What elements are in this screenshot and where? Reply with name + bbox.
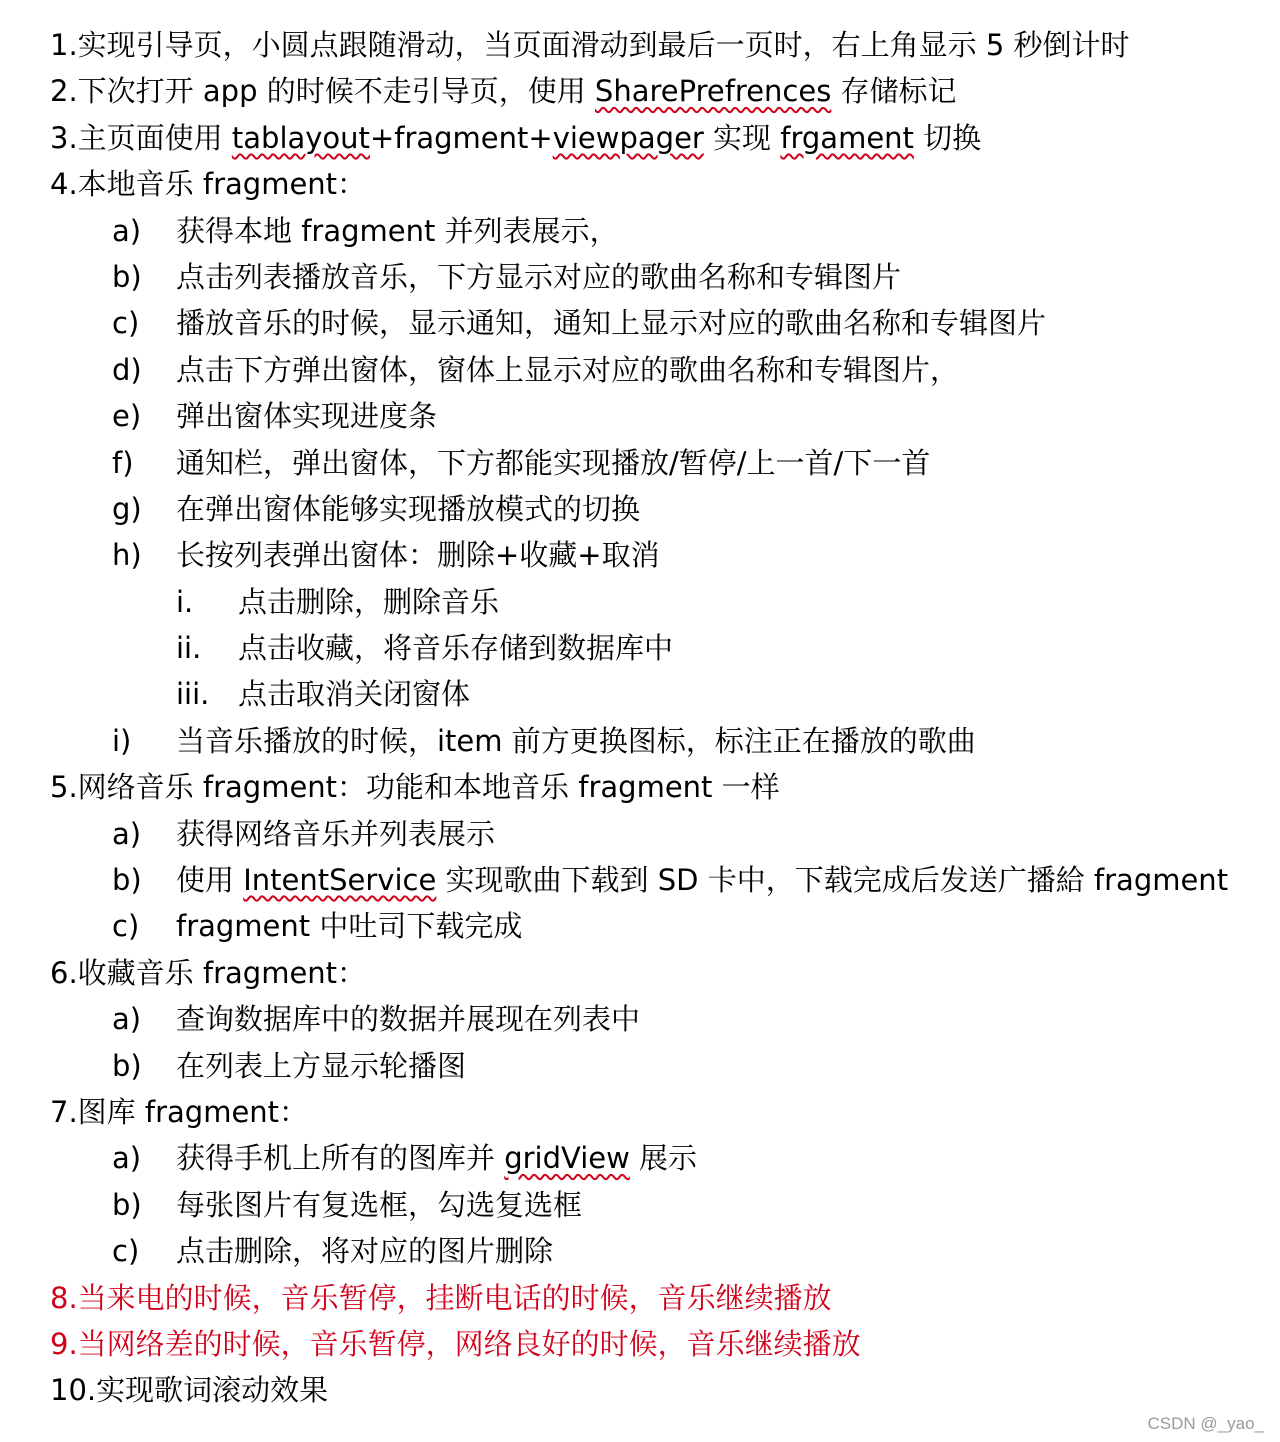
line-text: 通知栏，弹出窗体，下方都能实现播放/暂停/上一首/下一首 [176,445,931,480]
list-marker: c) [112,306,140,341]
line-text: 10.实现歌词滚动效果 [50,1373,329,1408]
list-item [0,903,1280,949]
heading-line [0,1275,1280,1321]
list-marker: a) [112,213,142,248]
line-text: 播放音乐的时候，显示通知，通知上显示对应的歌曲名称和专辑图片 [176,306,1047,341]
heading-line [0,1367,1280,1413]
list-marker: a) [112,1141,142,1176]
list-item [0,486,1280,532]
spellcheck-word: gridView [504,1141,630,1176]
spellcheck-word: SharePrefrences [594,74,832,109]
list-item [0,254,1280,300]
text-run: 存储标记 [831,74,957,109]
document-body [0,22,1280,1414]
heading-line [0,764,1280,810]
line-text [50,74,957,108]
line-text: 点击取消关闭窗体 [238,677,471,712]
list-marker: c) [112,909,140,944]
heading-line [0,68,1280,114]
text-run: 实现歌曲下载到 SD 卡中，下载完成后发送广播給 fragment [436,863,1229,898]
line-text: 7.图库 fragment： [50,1094,309,1129]
list-item [0,857,1280,903]
line-text: 6.收藏音乐 fragment： [50,955,367,990]
list-item [0,208,1280,254]
line-text: 每张图片有复选框，勾选复选框 [176,1187,583,1222]
list-marker: d) [112,352,142,387]
list-item [0,1043,1280,1089]
line-text [176,857,1228,903]
list-marker: c) [112,1234,140,1269]
list-marker: ii. [176,631,202,666]
heading-line [0,1089,1280,1135]
sub-list-item [0,671,1280,717]
spellcheck-word: frgament [780,120,914,155]
line-text: fragment 中吐司下载完成 [176,909,523,944]
line-text: 5.网络音乐 fragment：功能和本地音乐 fragment 一样 [50,770,780,805]
text-run: 获得手机上所有的图库并 [176,1141,505,1176]
list-marker: b) [112,863,142,898]
list-item [0,1182,1280,1228]
line-text: 弹出窗体实现进度条 [176,399,438,434]
list-marker: f) [112,445,134,480]
text-run: 展示 [629,1141,698,1176]
list-item [0,440,1280,486]
line-text: 1.实现引导页，小圆点跟随滑动，当页面滑动到最后一页时，右上角显示 5 秒倒计时 [50,28,1130,62]
list-item [0,718,1280,764]
list-marker: iii. [176,677,210,712]
watermark: CSDN @_yao_ [1147,1414,1264,1433]
line-text: 点击删除，将对应的图片删除 [176,1234,554,1269]
sub-list-item [0,625,1280,671]
heading-line [0,22,1280,68]
line-text: 长按列表弹出窗体：删除+收藏+取消 [176,538,660,573]
line-text: 点击列表播放音乐，下方显示对应的歌曲名称和专辑图片 [176,259,902,294]
list-item [0,393,1280,439]
line-text: 获得本地 fragment 并列表展示， [176,213,619,248]
line-text: 获得网络音乐并列表展示 [176,816,496,851]
line-text: 8.当来电的时候，音乐暂停，挂断电话的时候，音乐继续播放 [50,1280,832,1315]
list-marker: a) [112,816,142,851]
list-item [0,1228,1280,1274]
heading-line [0,115,1280,161]
line-text: 点击删除，删除音乐 [238,584,500,619]
list-marker: b) [112,1048,142,1083]
text-run: 2.下次打开 app 的时候不走引导页，使用 [50,74,595,109]
line-text: 在列表上方显示轮播图 [176,1048,467,1083]
line-text: 在弹出窗体能够实现播放模式的切换 [176,491,641,526]
text-run: 3.主页面使用 [50,120,232,155]
heading-line [0,161,1280,207]
list-marker: e) [112,399,142,434]
list-marker: a) [112,1002,142,1037]
line-text [176,1135,697,1181]
heading-line [0,1321,1280,1367]
line-text: 当音乐播放的时候，item 前方更换图标，标注正在播放的歌曲 [176,723,976,758]
spellcheck-word: tablayout [231,120,370,155]
list-marker: i) [112,723,132,758]
list-item [0,996,1280,1042]
line-text [50,121,981,155]
list-marker: b) [112,1187,142,1222]
line-text: 查询数据库中的数据并展现在列表中 [176,1002,641,1037]
list-marker: b) [112,259,142,294]
list-item [0,532,1280,578]
text-run: +fragment+ [369,120,553,155]
spellcheck-word: viewpager [552,120,704,155]
list-marker: h) [112,538,142,573]
line-text: 4.本地音乐 fragment： [50,167,367,202]
heading-line [0,950,1280,996]
list-item [0,811,1280,857]
spellcheck-word: IntentService [243,863,437,898]
list-item [0,347,1280,393]
sub-list-item [0,579,1280,625]
text-run: 切换 [913,120,982,155]
list-item [0,1135,1280,1181]
text-run: 使用 [176,863,244,898]
line-text: 9.当网络差的时候，音乐暂停，网络良好的时候，音乐继续播放 [50,1326,861,1361]
list-item [0,300,1280,346]
text-run: 实现 [703,120,781,155]
list-marker: g) [112,491,142,526]
line-text: 点击下方弹出窗体，窗体上显示对应的歌曲名称和专辑图片， [176,352,960,387]
list-marker: i. [176,584,194,619]
line-text: 点击收藏，将音乐存储到数据库中 [238,631,674,666]
